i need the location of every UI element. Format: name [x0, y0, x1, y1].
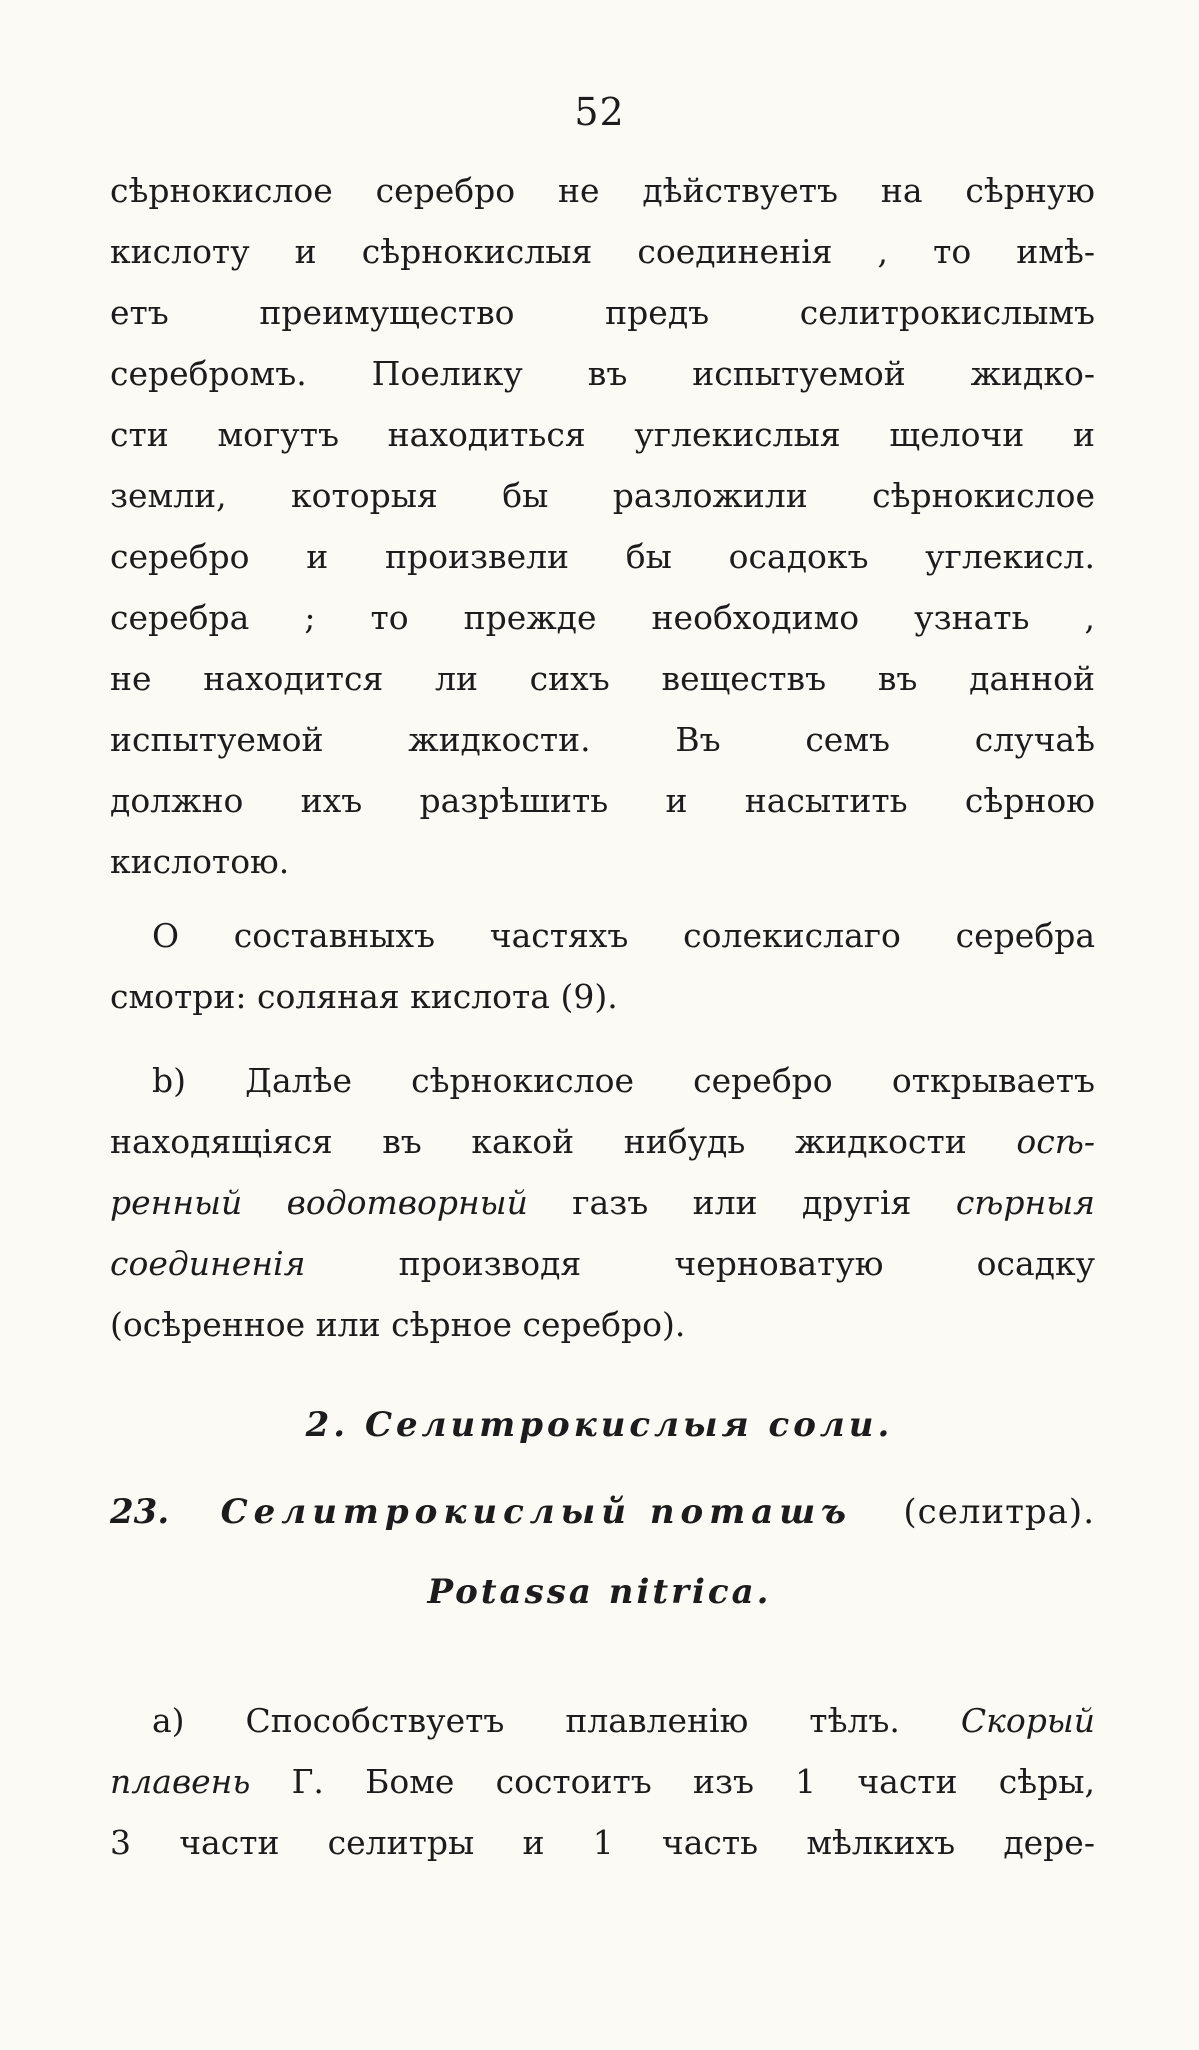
text-line: етъ преимущество предъ селитрокислымъ [110, 293, 1095, 332]
italic-term: Скорый [960, 1701, 1095, 1740]
text-line [110, 1751, 1095, 1812]
paragraph-item-a [110, 1690, 1095, 1873]
text-run: a) Способствуетъ плавленію тѣлъ. [152, 1701, 961, 1740]
text-line: кислотою. [110, 842, 290, 881]
text-line: должно ихъ разрѣшить и насытить сѣрною [110, 781, 1095, 820]
item-number: 23. [110, 1492, 170, 1532]
text-run: газъ или другія [527, 1183, 956, 1222]
text-line: сти могутъ находиться углекислыя щелочи и [110, 415, 1095, 454]
item-title: Селитрокислый поташъ [220, 1492, 852, 1532]
text-line: сѣрнокислое серебро не дѣйствуетъ на сѣрную [110, 171, 1095, 210]
text-run: производя черноватую осадку [305, 1244, 1095, 1283]
italic-term: соединенія [110, 1244, 306, 1283]
latin-name: Potassa nitrica. [427, 1572, 772, 1612]
paragraph-item-b [110, 1050, 1095, 1355]
text-line: (осѣренное или сѣрное серебро). [110, 1305, 686, 1344]
text-line: О составныхъ частяхъ солекислаго серебра [152, 916, 1095, 955]
item-heading [110, 1492, 1095, 1532]
text-line: 3 части селитры и 1 часть мѣлкихъ дере- [110, 1823, 1095, 1862]
text-run: Г. Боме состоитъ изъ 1 части сѣры, [250, 1762, 1095, 1801]
paragraph-silver-sulfate [110, 160, 1095, 892]
section-heading: 2. Селитрокислыя соли. [305, 1405, 894, 1445]
text-line [110, 1172, 1095, 1233]
item-alt-name: (селитра). [903, 1492, 1095, 1532]
text-run: находящіяся въ какой нибудь жидкости [110, 1122, 1017, 1161]
italic-term: осѣ- [1016, 1122, 1095, 1161]
text-line: не находится ли сихъ веществъ въ данной [110, 659, 1095, 698]
italic-term: ренный водотворный [110, 1183, 528, 1222]
text-line: испытуемой жидкости. Въ семъ случаѣ [110, 720, 1095, 759]
paragraph-composition-reference [110, 905, 1095, 1027]
paragraph-body [110, 1050, 1095, 1355]
paragraph-body [110, 1690, 1095, 1873]
page-number: 52 [574, 90, 625, 134]
text-line: земли, которыя бы разложили сѣрнокислое [110, 476, 1095, 515]
text-line: серебромъ. Поелику въ испытуемой жидко- [110, 354, 1095, 393]
text-line: смотри: соляная кислота (9). [110, 977, 618, 1016]
italic-term: плавень [110, 1762, 251, 1801]
text-line: серебра ; то прежде необходимо узнать , [110, 598, 1095, 637]
text-line [110, 1690, 1095, 1751]
text-line: кислоту и сѣрнокислыя соединенія , то имѣ- [110, 232, 1095, 271]
paragraph-body [110, 160, 1095, 892]
text-line: b) Далѣе сѣрнокислое серебро открываетъ [152, 1061, 1095, 1100]
paragraph-body [110, 905, 1095, 1027]
text-line [110, 1233, 1095, 1294]
text-line: серебро и произвели бы осадокъ углекисл. [110, 537, 1095, 576]
italic-term: сѣрныя [955, 1183, 1095, 1222]
text-line [110, 1111, 1095, 1172]
